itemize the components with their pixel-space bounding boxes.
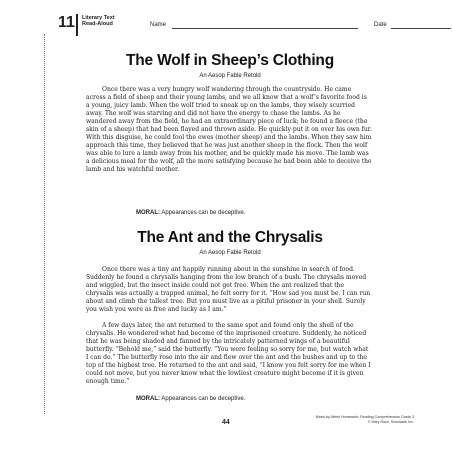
page-header bbox=[58, 14, 428, 32]
story2-paragraph-2: A few days later, the ant returned to the same spot and found only the shell of the chrysalis. He wondered what had become of the imprisoned creature. Suddenly, he noticed that he was being shaded and fanned by the intricately patterned wings of a beautiful butterfly. “Behold me,” said the butterfly. “You were feeling so sorry for me, but watch what I can do.” The butterfly rose into the air and flew over the ant and the bushes and up to the top of the highest tree. He returned to the ant and said, “I know you felt sorry for me when I could not move, but you never know what the lowliest creature might become if it is given enough time.” bbox=[86, 322, 371, 386]
footer-page-number: 44 bbox=[222, 419, 230, 426]
story2-title: The Ant and the Chrysalis bbox=[137, 229, 323, 246]
header-divider bbox=[76, 14, 78, 36]
story2-subtitle: An Aesop Fable Retold bbox=[199, 250, 261, 256]
date-field[interactable] bbox=[391, 28, 451, 29]
story2-paragraph-1: Once there was a tiny ant happily running about in the sunshine in search of food. Suddenly he found a chrysalis hanging from the low branch of a bush. The chrysalis moved and wiggled, but the insect inside could not get free. When the ant realized that the chrysalis was actually a trapped animal, he felt sorry for it. “How sad you must be. I can run about and climb the tallest tree. But you must live as a pitiful prisoner in your shell. Surely you wish you were as free and lucky as I am.” bbox=[86, 266, 371, 314]
section-label bbox=[82, 15, 122, 27]
date-label: Date bbox=[374, 22, 387, 28]
story1-paragraph: Once there was a very hungry wolf wandering through the countryside. He came across a field of sheep and their young lambs, and we all know that a wolf’s favorite food is a young, juicy lamb. When the wolf tried to sneak up on the lambs, they wisely scurried away. The wolf was starving and did not have the energy to chase the lambs. As he wandered away from the field, he had an extraordinary piece of luck; he found a fleece (the skin of a sheep) that had been flayed and thrown aside. He quickly put it on over his own fur. With this disguise, he could fool the ewes (mother sheep) and the lambs. When they saw him approach this time, they believed that he was just another sheep in the flock. Then the wolf was able to lure a lamb away from his mother, and he quickly made his move. The lamb was a delicious meal for the wolf, all the more satisfying because he had been able to deceive the lamb and his watchful mother. bbox=[86, 86, 372, 174]
name-label: Name bbox=[150, 22, 167, 28]
story2-moral-text: Appearances can be deceptive. bbox=[161, 396, 246, 402]
section-label-line1: Literary Text bbox=[82, 15, 115, 21]
footer-credit bbox=[316, 415, 414, 424]
story1-moral-text: Appearances can be deceptive. bbox=[161, 210, 246, 216]
footer-credit-line1: Week-by-Week Homework: Reading Comprehension Grade 3 bbox=[315, 415, 414, 419]
story1-moral-label: MORAL: bbox=[136, 210, 160, 216]
footer-credit-line2: © Mary Rose, Scholastic Inc. bbox=[367, 419, 414, 424]
margin-dotted-line bbox=[44, 34, 46, 414]
story1-title: The Wolf in Sheep’s Clothing bbox=[126, 52, 334, 69]
story2-moral bbox=[136, 396, 245, 402]
name-field[interactable] bbox=[172, 28, 358, 29]
header-page-number: 11 bbox=[58, 14, 75, 31]
section-label-line2: Read-Aloud bbox=[82, 21, 113, 27]
story2-moral-label: MORAL: bbox=[136, 396, 160, 402]
story1-moral bbox=[136, 210, 245, 216]
story1-subtitle: An Aesop Fable Retold bbox=[199, 73, 261, 79]
